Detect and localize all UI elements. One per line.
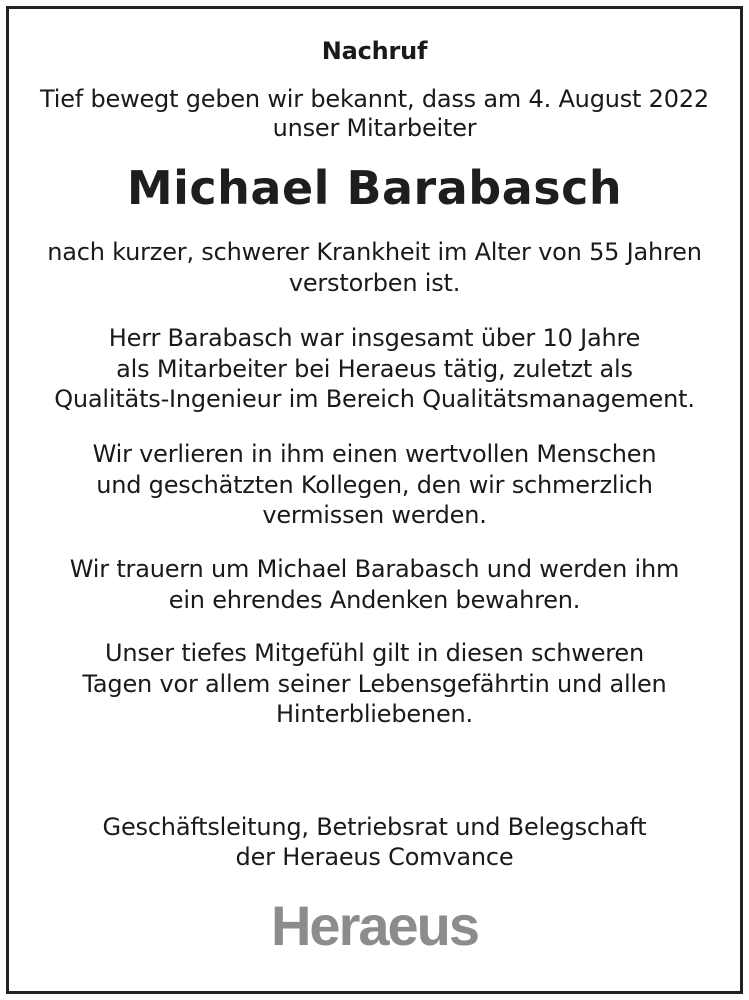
intro-line-2: unser Mitarbeiter [272, 114, 477, 142]
career-line-3: Qualitäts-Ingenieur im Bereich Qualitätsmanagement. [54, 385, 695, 413]
loss-line-2: und geschätzten Kollegen, den wir schmerzlich [96, 471, 653, 499]
mourning-line-2: ein ehrendes Andenken bewahren. [168, 586, 581, 614]
notice-heading: Nachruf [321, 37, 428, 65]
career-line-2: als Mitarbeiter bei Heraeus tätig, zuletzt als [116, 355, 633, 383]
signature-line-2: der Heraeus Comvance [235, 843, 514, 871]
signature-line-1: Geschäftsleitung, Betriebsrat und Belegschaft [102, 813, 647, 841]
loss-line-3: vermissen werden. [262, 501, 487, 529]
death-line-1: nach kurzer, schwerer Krankheit im Alter von 55 Jahren [47, 238, 702, 266]
death-line-2: verstorben ist. [288, 269, 461, 297]
sympathy-line-3: Hinterbliebenen. [276, 700, 473, 728]
sympathy-line-1: Unser tiefes Mitgefühl gilt in diesen schweren [104, 639, 644, 667]
mourning-line-1: Wir trauern um Michael Barabasch und werden ihm [69, 555, 680, 583]
career-line-1: Herr Barabasch war insgesamt über 10 Jahre [108, 324, 641, 352]
intro-line-1: Tief bewegt geben wir bekannt, dass am 4. August 2022 [40, 85, 709, 113]
heraeus-logo: Heraeus [270, 894, 479, 957]
deceased-name: Michael Barabasch [126, 161, 623, 215]
loss-line-1: Wir verlieren in ihm einen wertvollen Menschen [92, 440, 657, 468]
sympathy-line-2: Tagen vor allem seiner Lebensgefährtin und allen [82, 670, 667, 698]
